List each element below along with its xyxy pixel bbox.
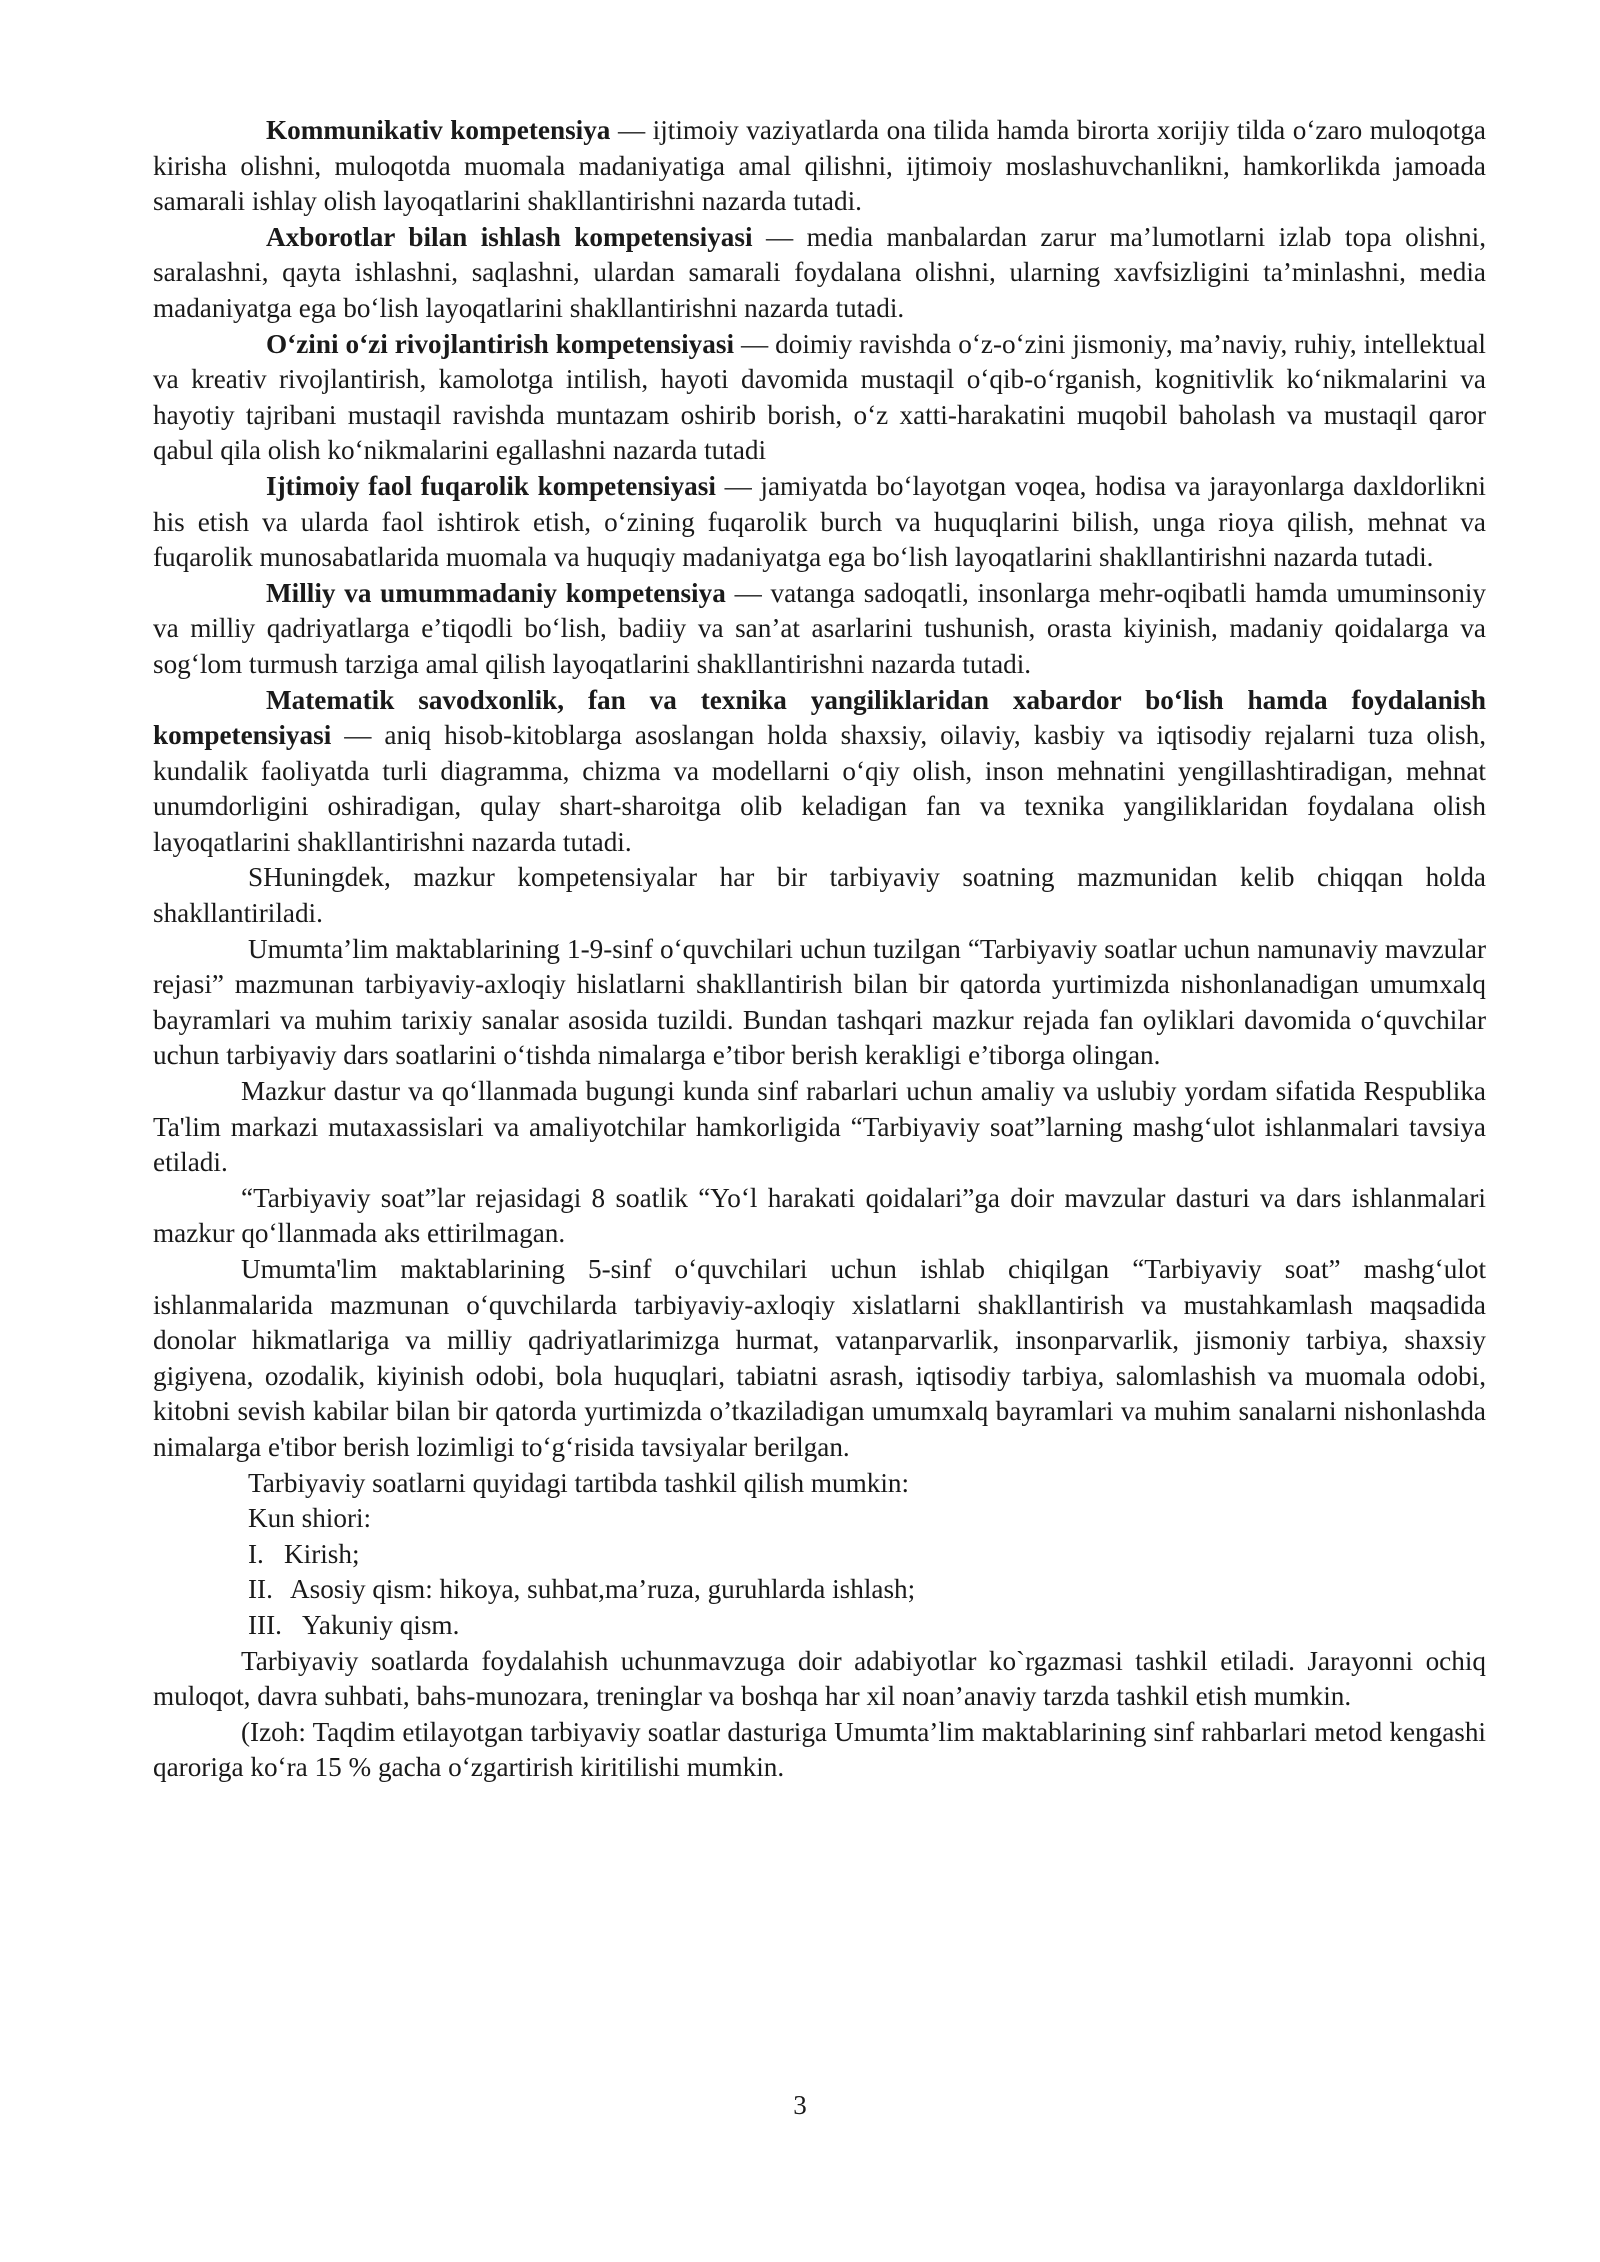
list-number: II. bbox=[248, 1574, 273, 1605]
paragraph-manual: Mazkur dastur va qo‘llanmada bugungi kunda sinf rabarlari uchun amaliy va uslubiy yordam sifatida Respublika Ta'lim markazi mutaxassislari va amaliyotchilar hamkorligida “Tarbiyaviy soat”larning mashg‘ulot ishlanmalari tavsiya etiladi. bbox=[153, 1076, 1486, 1178]
term-heading: Kommunikativ kompetensiya bbox=[266, 115, 611, 145]
term-heading: Ijtimoiy faol fuqarolik kompetensiyasi bbox=[266, 470, 716, 501]
paragraph-curriculum: Umumta’lim maktablarining 1-9-sinf o‘quvchilari uchun tuzilgan “Tarbiyaviy soatlar uchun namunaviy mavzular rejasi” mazmunan tarbiyaviy-axloqiy hislatlarni shakllantirish bilan bir qatorda yurtimizda nishonlanadigan umumxalq bayramlari va muhim tarixiy sanalar asosida tuzildi. Bundan tashqari mazkur rejada fan oyliklari davomida o‘quvchilar uchun tarbiyaviy dars soatlarini o‘tishda nimalarga e’tibor berish kerakligi e’tiborga olingan. bbox=[153, 933, 1486, 1071]
list-item bbox=[153, 1572, 1486, 1608]
paragraph-communicative bbox=[153, 113, 1486, 220]
term-heading: O‘zini o‘zi rivojlantirish kompetensiyasi bbox=[266, 328, 735, 359]
paragraph-civic bbox=[153, 469, 1486, 576]
paragraph-text: — jamiyatda bo‘layotgan voqea, hodisa va jarayonlarga daxldorlikni his etish va ularda faol ishtirok etish, o‘zining fuqarolik burch va huquqlarini bilish, unga rioya qilish, mehnat va fuqarolik munosabatlarida muomala va huquqiy madaniyatga ega bo‘lish layoqatlarini shakllantirishni nazarda tutadi. bbox=[153, 470, 1486, 573]
paragraph-national-culture bbox=[153, 576, 1486, 683]
paragraph-text: — aniq hisob-kitoblarga asoslangan holda shaxsiy, oilaviy, kasbiy va iqtisodiy rejalarni tuza olish, kundalik faoliyatda turli diagramma, chizma va modellarni o‘qiy olish, inson mehnatini yengillashtiradigan, mehnat unumdorligini oshiradigan, qulay shart-sharoitga olib keladigan fan va texnika yangiliklaridan foydalana olish layoqatlarini shakllantirishni nazarda tutadi. bbox=[153, 720, 1486, 857]
paragraph-traffic-rules: “Tarbiyaviy soat”lar rejasidagi 8 soatlik “Yo‘l harakati qoidalari”ga doir mavzular dasturi va dars ishlanmalari mazkur qo‘llanmada aks ettirilmagan. bbox=[153, 1182, 1486, 1249]
list-item bbox=[153, 1608, 1486, 1644]
paragraph-self-development bbox=[153, 327, 1486, 469]
term-heading: Milliy va umummadaniy kompetensiya bbox=[266, 577, 726, 608]
list-text: Yakuniy qism. bbox=[302, 1609, 460, 1640]
paragraph-summary: SHuningdek, mazkur kompetensiyalar har bir tarbiyaviy soatning mazmunidan kelib chiqqan holda shakllantiriladi. bbox=[153, 862, 1486, 929]
term-heading: Matematik savodxonlik, fan va texnika yangiliklaridan xabardor bo‘lish hamda foydalanish kompetensiyasi bbox=[153, 684, 1486, 751]
paragraph-closing: Tarbiyaviy soatlarda foydalahish uchunmavzuga doir adabiyotlar ko`rgazmasi tashkil etiladi. Jarayonni ochiq muloqot, davra suhbati, bahs-munozara, treninglar va boshqa har xil noan’anaviy tarzda tashkil etish mumkin. bbox=[153, 1645, 1486, 1712]
order-intro: Tarbiyaviy soatlarni quyidagi tartibda tashkil qilish mumkin: bbox=[248, 1467, 910, 1498]
paragraph-math-science bbox=[153, 683, 1486, 861]
paragraph-information bbox=[153, 220, 1486, 327]
slogan-label: Kun shiori: bbox=[248, 1503, 372, 1534]
list-number: III. bbox=[248, 1609, 282, 1640]
paragraph-text: — media manbalardan zarur ma’lumotlarni izlab topa olishni, saralashni, qayta ishlashni, saqlashni, ulardan samarali foydalana olishni, ularning xavfsizligini ta’minlashni, media madaniyatga ega bo‘lish layoqatlarini shakllantirishni nazarda tutadi. bbox=[153, 221, 1487, 323]
list-item bbox=[153, 1537, 1486, 1573]
paragraph-grade-five: Umumta'lim maktablarining 5-sinf o‘quvchilari uchun ishlab chiqilgan “Tarbiyaviy soat” mashg‘ulot ishlanmalarida mazmunan o‘quvchilarda tarbiyaviy-axloqiy xislatlarni shakllantirish va mustahkamlash maqsadida donolar hikmatlariga va milliy qadriyatlarimizga hurmat, vatanparvarlik, insonparvarlik, jismoniy tarbiya, shaxsiy gigiyena, ozodalik, kiyinish odobi, bola huquqlari, tabiatni asrash, iqtisodiy tarbiya, salomlashish va muomala odobi, kitobni sevish kabilar bilan bir qatorda yurtimizda o’tkaziladigan umumxalq bayramlari va muhim sanalarni nishonlashda nimalarga e'tibor berish lozimligi to‘g‘risida tavsiyalar berilgan. bbox=[153, 1254, 1486, 1462]
page-number: 3 bbox=[793, 2090, 807, 2120]
paragraph-text: — ijtimoiy vaziyatlarda ona tilida hamda birorta xorijiy tilda o‘zaro muloqotga kirisha olishni, muloqotda muomala madaniyatiga amal qilishni, ijtimoiy moslashuvchanlikni, hamkorlikda jamoada samarali ishlay olish layoqatlarini shakllantirishni nazarda tutadi. bbox=[153, 115, 1487, 217]
list-text: Asosiy qism: hikoya, suhbat,ma’ruza, guruhlarda ishlash; bbox=[290, 1574, 916, 1605]
body-text bbox=[153, 113, 1486, 1786]
list-text: Kirish; bbox=[284, 1538, 360, 1569]
list-number: I. bbox=[248, 1538, 264, 1569]
paragraph-note: (Izoh: Taqdim etilayotgan tarbiyaviy soatlar dasturiga Umumta’lim maktablarining sinf rahbarlari metod kengashi qaroriga ko‘ra 15 % gacha o‘zgartirish kiritilishi mumkin. bbox=[153, 1716, 1486, 1783]
term-heading: Axborotlar bilan ishlash kompetensiyasi bbox=[266, 221, 753, 252]
paragraph-text: — doimiy ravishda o‘z-o‘zini jismoniy, ma’naviy, ruhiy, intellektual va kreativ rivojlantirish, kamolotga intilish, hayoti davomida mustaqil o‘qib-o‘rganish, kognitivlik ko‘nikmalarini va hayotiy tajribani mustaqil ravishda muntazam oshirib borish, o‘z xatti-harakatini muqobil baholash va mustaqil qaror qabul qila olish ko‘nikmalarini egallashni nazarda tutadi bbox=[153, 328, 1486, 466]
paragraph-text: — vatanga sadoqatli, insonlarga mehr-oqibatli hamda umuminsoniy va milliy qadriyatlarga e’tiqodli bo‘lish, badiiy va san’at asarlarini tushunish, orasta kiyinish, madaniy qoidalarga va sog‘lom turmush tarziga amal qilish layoqatlarini shakllantirishni nazarda tutadi. bbox=[153, 577, 1487, 679]
